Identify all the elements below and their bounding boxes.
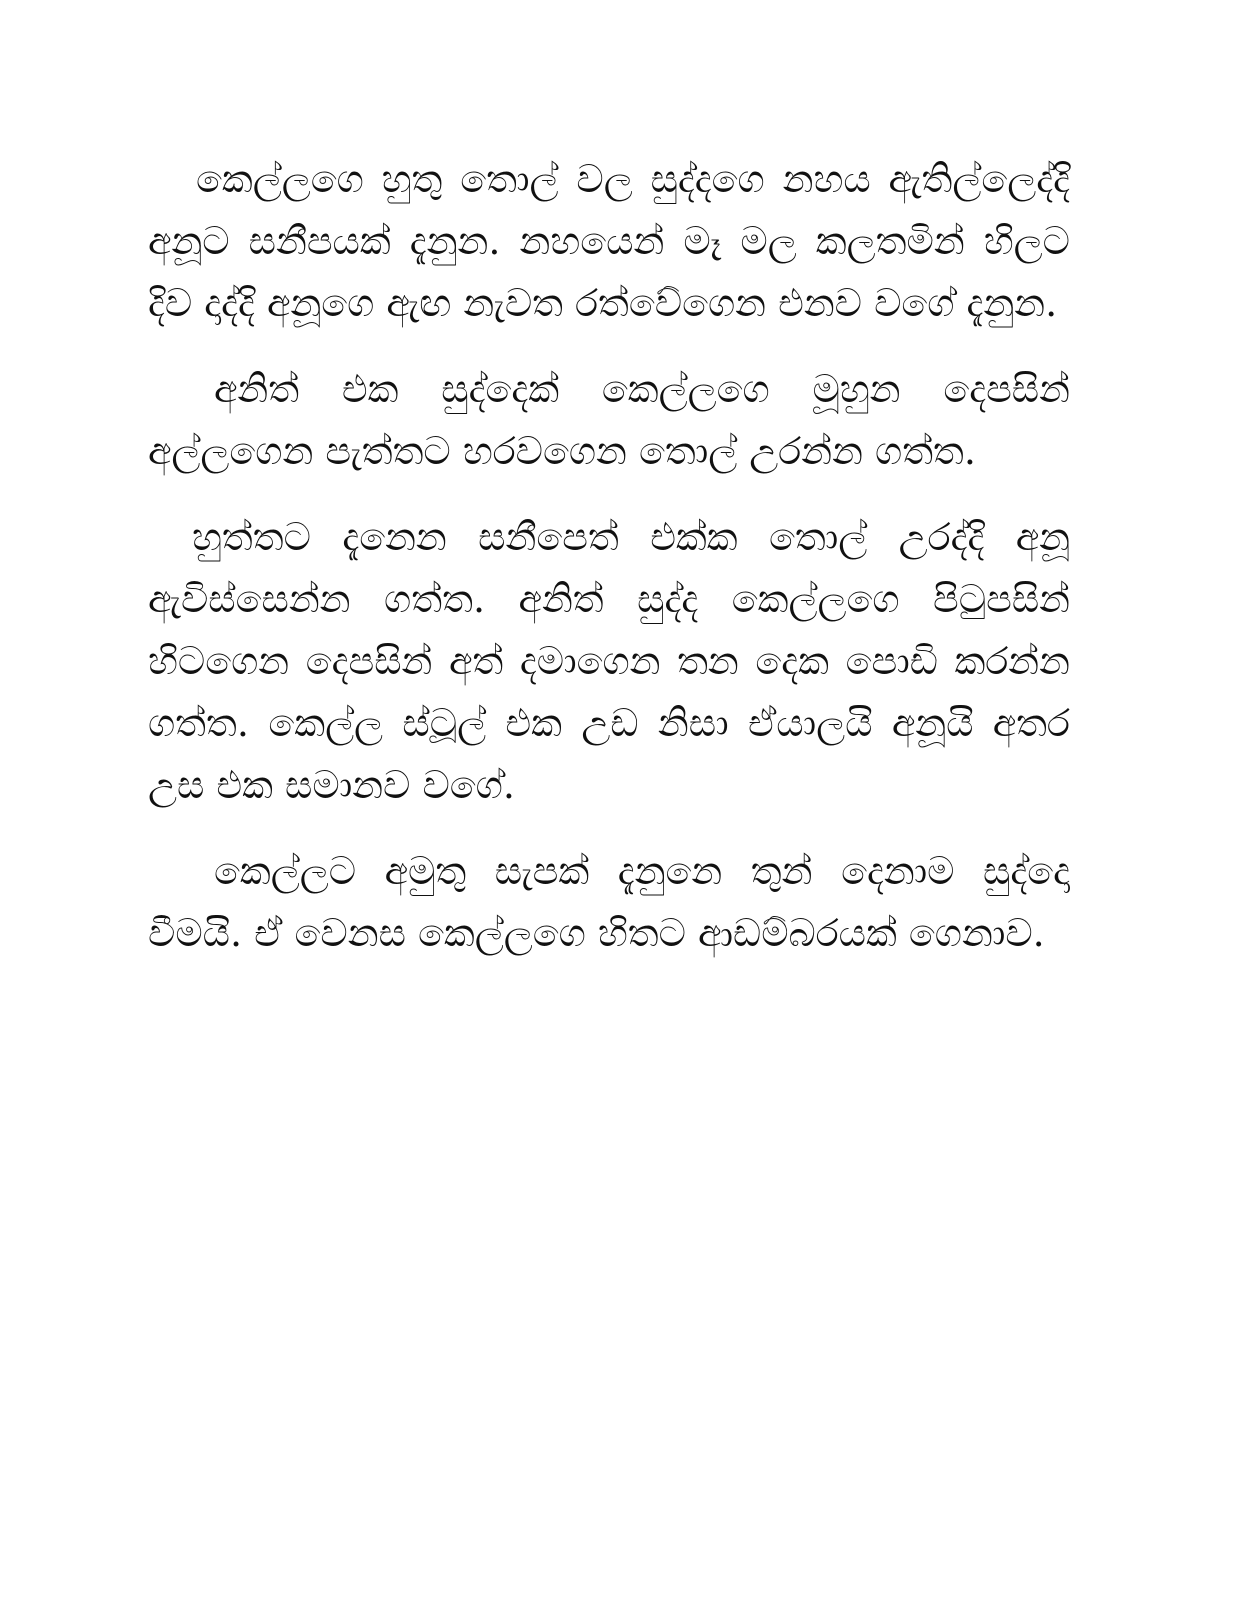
- paragraph-1: කෙල්ලගෙ හුතු තොල් වල සුද්දගෙ නහය ඇතිල්ලෙද්දි අනූට සනීපයක් දැනුන. නහයෙන් මෑ මල කලතමින් හිලට දිව දාද්දි අනූගෙ ඇඟ නැවත රත්වේගෙන එනව වගේ දැනුන.: [148, 157, 1070, 325]
- paragraph-2: අනිත් එක සුද්දෙක් කෙල්ලගෙ මූහුන දෙපසින් අල්ලගෙන පැත්තට හරවගෙන තොල් උරන්න ගත්ත.: [148, 367, 1070, 473]
- paragraph-3: හුත්තට දැනෙන සනීපෙත් එක්ක තොල් උරද්දි අනූ ඇවිස්සෙන්න ගත්ත. අනිත් සුද්ද කෙල්ලගෙ පිටුපසින් හිටගෙන දෙපසින් අත් දමාගෙන තන දෙක පොඩි කරන්න ගත්ත. කෙල්ල ස්ටූල් එක උඩ නිසා ඒයාලයි අනූයි අතර උස එක සමානව වගේ.: [148, 515, 1070, 807]
- body-text: [148, 148, 1070, 988]
- paragraph-4: කෙල්ලට අමුතු සැපක් දැනුනෙ තුන් දෙනාම සුද්දො වීමයි. ඒ වෙනස කෙල්ලගෙ හිතට ආඩම්බරයක් ගෙනාව.: [148, 849, 1070, 955]
